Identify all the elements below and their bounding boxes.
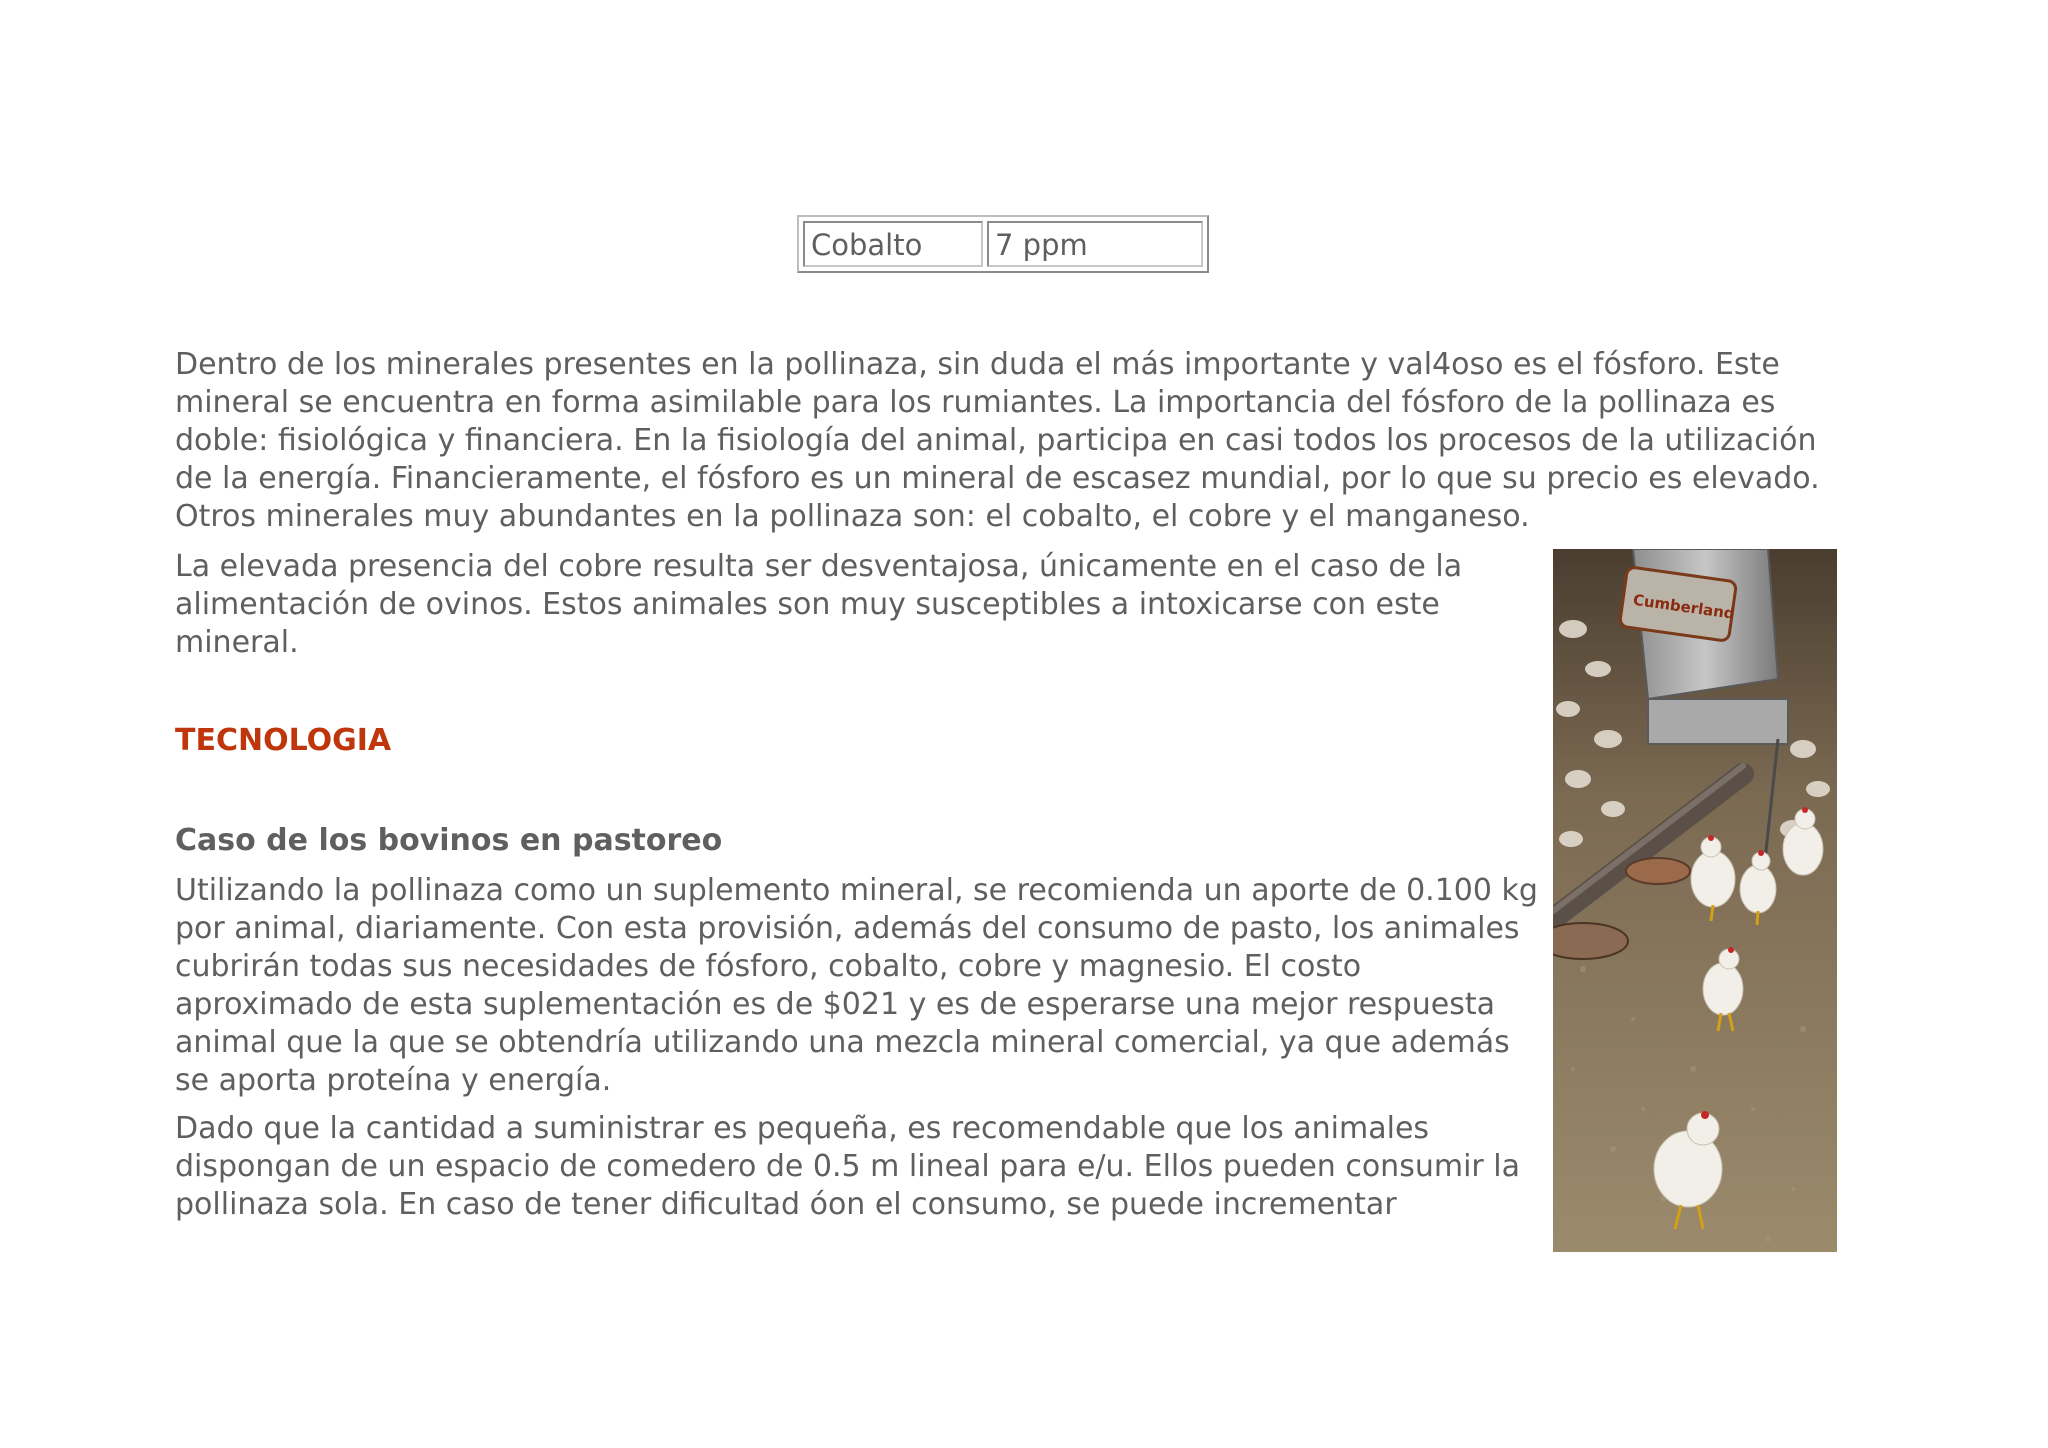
paragraph-feeder-space: Dado que la cantidad a suministrar es pequeña, es recomendable que los animales dispongan de un espacio de comedero de 0.5 m lineal para e/u. Ellos pueden consumir la pollinaza sola. En caso de tener dificultad óon el consumo, se puede incrementar bbox=[175, 1111, 1520, 1222]
mineral-table bbox=[797, 215, 1209, 273]
paragraph-phosphorus: Dentro de los minerales presentes en la pollinaza, sin duda el más importante y val4oso es el fósforo. Este mineral se encuentra en forma asimilable para los rumiantes. La importancia del fósforo de la pollinaza es doble: fisiológica y financiera. En la fisiología del animal, participa en casi todos los procesos de la utilización de la energía. Financieramente, el fósforo es un mineral de escasez mundial, por lo que su precio es elevado. Otros minerales muy abundantes en la pollinaza son: el cobalto, el cobre y el manganeso. bbox=[175, 347, 1820, 534]
feeder-label: Cumberland bbox=[1631, 590, 1736, 623]
chickens-feeder-photo bbox=[1553, 549, 1837, 1252]
paragraph-copper: La elevada presencia del cobre resulta ser desventajosa, únicamente en el caso de la alimentación de ovinos. Estos animales son muy susceptibles a intoxicarse con este mineral. bbox=[175, 549, 1463, 660]
table-row bbox=[803, 221, 1203, 267]
section-heading-tecnologia: TECNOLOGIA bbox=[175, 723, 392, 758]
subsection-heading-bovinos: Caso de los bovinos en pastoreo bbox=[175, 823, 723, 858]
mineral-value-cell: 7 ppm bbox=[987, 221, 1203, 267]
paragraph-supplement: Utilizando la pollinaza como un suplemento mineral, se recomienda un aporte de 0.100 kg por animal, diariamente. Con esta provisión, además del consumo de pasto, los animales cubrirán todas sus necesidades de fósforo, cobalto, cobre y magnesio. El costo aproximado de esta suplementación es de $021 y es de esperarse una mejor respuesta animal que la que se obtendría utilizando una mezcla mineral comercial, ya que además se aporta proteína y energía. bbox=[175, 873, 1538, 1098]
mineral-name-cell: Cobalto bbox=[803, 221, 983, 267]
